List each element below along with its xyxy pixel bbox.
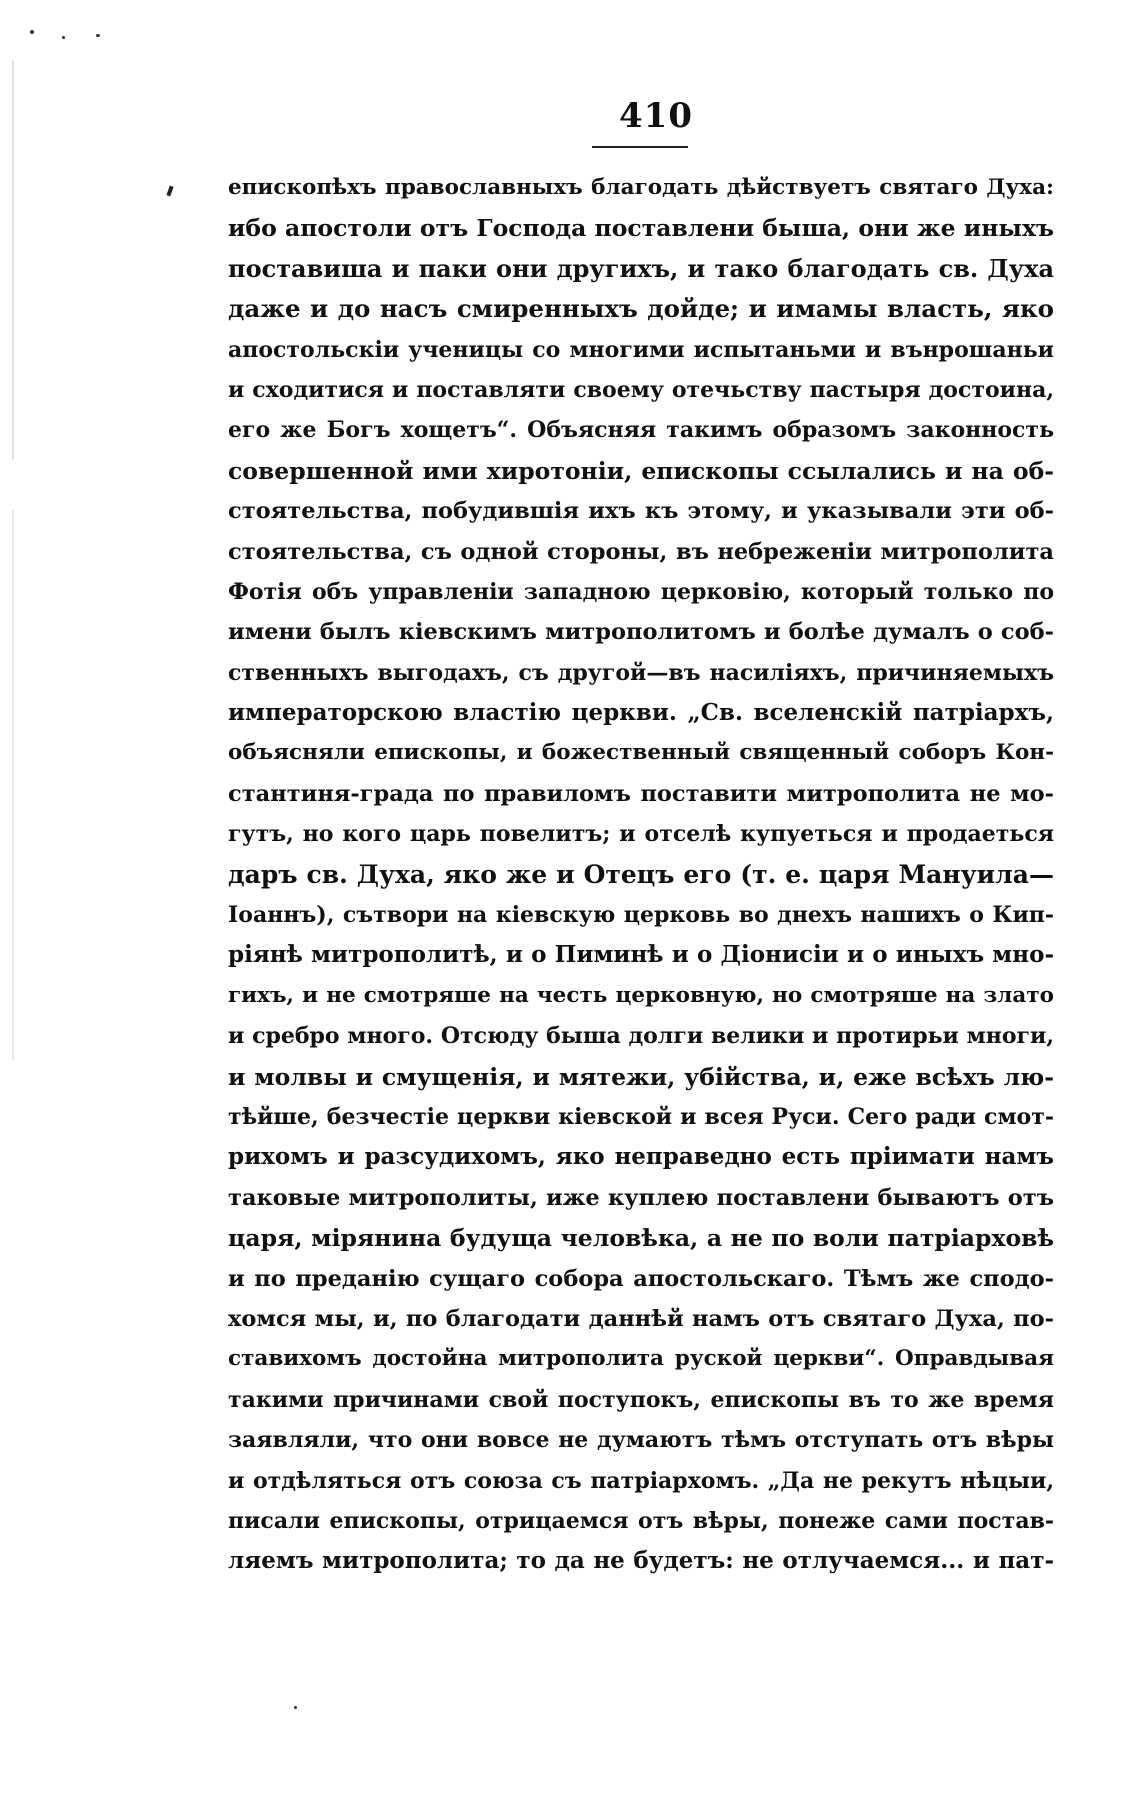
body-text <box>228 168 1054 1582</box>
text-line: такими причинами свой поступокъ, епископы въ то же время <box>228 1386 1054 1413</box>
text-line: императорскою властiю церкви. „Св. вселенскiй патрiархъ, <box>228 699 1054 727</box>
text-line: хомся мы, и, по благодати даннѣй намъ отъ святаго Духа, по- <box>228 1305 1054 1332</box>
text-line: ственныхъ выгодахъ, съ другой—въ насилiяхъ, причиняемыхъ <box>228 659 1054 686</box>
page-number-rule <box>592 146 688 148</box>
text-line: даже и до насъ смиренныхъ дойде; и имамы власть, яко <box>228 294 1054 324</box>
text-line: рiянѣ митрополитѣ, и о Пиминѣ и о Дiонисiи и о иныхъ мно- <box>228 941 1054 969</box>
text-line: царя, мiрянина будуща человѣка, а не по воли патрiарховѣ <box>228 1224 1054 1253</box>
text-line: имени былъ кiевскимъ митрополитомъ и болѣе думалъ о соб- <box>228 619 1054 646</box>
text-line: ставихомъ достойна митрополита руской церкви“. Оправдывая <box>228 1346 1054 1372</box>
scan-speck <box>30 30 34 34</box>
text-line: стоятельства, побудившiя ихъ къ этому, и указывали эти об- <box>228 498 1054 525</box>
text-line: рихомъ и разсудихомъ, яко неправедно есть прiимати намъ <box>228 1143 1054 1171</box>
text-line: совершенной ими хиротонiи, епископы ссылались и на об- <box>228 456 1054 485</box>
text-line: и сребро много. Отсюду быша долги велики и протирьи многи, <box>228 1023 1054 1050</box>
text-line: писали епископы, отрицаемся отъ вѣры, понеже сами постав- <box>228 1507 1054 1534</box>
scan-speck <box>96 34 100 37</box>
page-number: 410 <box>619 96 693 136</box>
text-line: ляемъ митрополита; то да не будетъ: не отлучаемся... и пат- <box>228 1547 1054 1575</box>
text-line: Фотiя объ управленiи западною церковiю, который только по <box>228 578 1054 605</box>
scan-speck <box>294 1706 297 1709</box>
text-line: ибо апостоли отъ Господа поставлени быша, они же иныхъ <box>228 214 1054 243</box>
page-edge-shadow <box>12 60 14 1060</box>
margin-mark <box>166 186 173 197</box>
text-line: стоятельства, съ одной стороны, въ небреженiи митрополита <box>228 538 1054 565</box>
scan-speck <box>62 36 65 39</box>
text-line: его же Богъ хощетъ“. Объясняя такимъ образомъ законность <box>228 417 1054 444</box>
text-line: стантиня-града по правиломъ поставити митрополита не мо- <box>228 780 1054 807</box>
text-line: апостольскiи ученицы со многими испытаньми и вънрошаньи <box>228 336 1054 363</box>
text-line: тѣйше, безчестiе церкви кiевской и всея Руси. Сего ради смот- <box>228 1103 1054 1130</box>
text-line: объясняли епископы, и божественный священный соборъ Кон- <box>228 740 1054 766</box>
text-line: таковые митрополиты, иже куплею поставлени бываютъ отъ <box>228 1184 1054 1211</box>
text-line: Iоаннъ), сътвори на кiевскую церковь во днехъ нашихъ о Кип- <box>228 902 1054 929</box>
text-line: гихъ, и не смотряше на честь церковную, но смотряше на злато <box>228 982 1054 1008</box>
text-line: и отдѣляться отъ союза съ патрiархомъ. „Да не рекутъ нѣцыи, <box>228 1467 1054 1494</box>
text-line: даръ св. Духа, яко же и Отецъ его (т. е. царя Мануила— <box>228 859 1054 889</box>
text-line: гутъ, но кого царь повелитъ; и отселѣ купуеться и продаеться <box>228 821 1054 848</box>
text-line: заявляли, что они вовсе не думаютъ тѣмъ отступать отъ вѣры <box>228 1427 1054 1454</box>
text-line: и молвы и смущенiя, и мятежи, убiйства, и, еже всѣхъ лю- <box>228 1062 1054 1091</box>
text-line: и сходитися и поставляти своему отечьству пастыря достоина, <box>228 376 1054 403</box>
text-line: поставиша и паки они другихъ, и тако благодать св. Духа <box>228 253 1054 283</box>
text-line: епископѣхъ православныхъ благодать дѣйствуетъ святаго Духа: <box>228 175 1054 200</box>
text-line: и по преданiю сущаго собора апостольскаго. Тѣмъ же сподо- <box>228 1265 1054 1292</box>
